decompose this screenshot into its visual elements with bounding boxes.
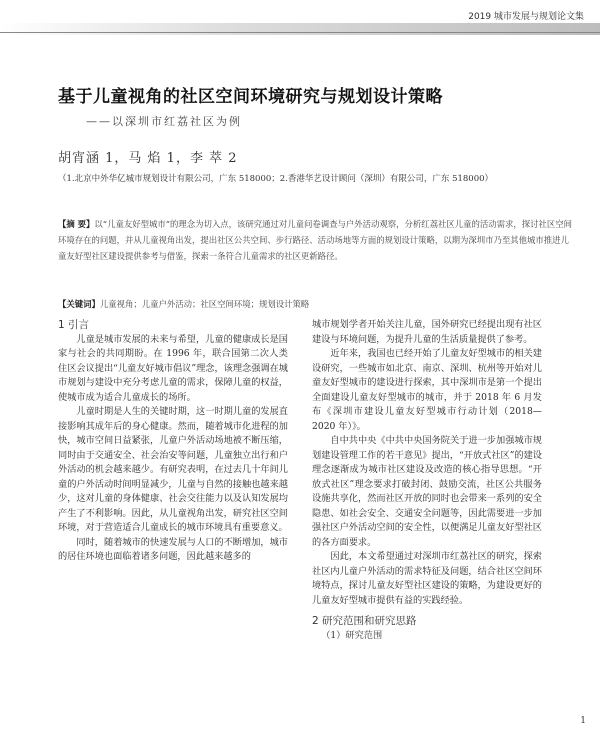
author-affiliation: （1.北京中外华亿城市规划设计有限公司，广东 518000；2.香港华艺设计顾问（深圳）有限公司，广东 518000）: [58, 174, 494, 184]
abstract-label: 【摘 要】: [58, 219, 95, 229]
paragraph: 因此，本文希望通过对深圳市红荔社区的研究，探索社区内儿童户外活动的需求特征及问题，结合社区空间环境特点，探讨儿童友好型社区建设的策略，为建设更好的儿童友好型城市提供有益的实践经验。: [312, 551, 542, 606]
section-heading-scope: 2 研究范围和研究思路: [312, 615, 417, 627]
running-header: 2019 城市发展与规划论文集: [468, 12, 584, 22]
paragraph: 儿童是城市发展的未来与希望，儿童的健康成长是国家与社会的共同期盼。在 1996 年，联合国第二次人类住区会议提出“儿童友好城市倡议”理念，该理念强调在城市规划与建设中充分考虑儿童的需求，保障儿童的权益，使城市成为适合儿童成长的场所。: [58, 333, 288, 403]
body-column-left: [58, 318, 288, 565]
abstract: [58, 216, 576, 264]
paper-subtitle: ——以深圳市红荔社区为例: [86, 115, 242, 128]
section-heading-introduction: 1 引言: [58, 319, 90, 331]
paragraph: 近年来，我国也已经开始了儿童友好型城市的相关建设研究，一些城市如北京、南京、深圳、杭州等开始对儿童友好型城市的建设进行探索，其中深圳市是第一个提出全面建设儿童友好型城市的城市，并于 2018 年 6 月发布《深圳市建设儿童友好型城市行动计划（2018—2020 年）》。: [312, 348, 542, 432]
page-number: 1: [580, 716, 586, 726]
body-column-right: [312, 318, 542, 643]
keywords-text: 儿童视角；儿童户外活动；社区空间环境；规划设计策略: [99, 299, 310, 309]
paragraph: 儿童时期是人生的关键时期，这一时期儿童的发展直接影响其成年后的身心健康。然而，随着城市化进程的加快，城市空间日益紧张，儿童户外活动场地被不断压缩，同时由于交通安全、社会治安等问题，儿童独立出行和户外活动的机会越来越少。有研究表明，在过去几十年间儿童的户外活动时间明显减少，儿童与自然的接触也越来越少，这对儿童的身体健康、社会交往能力以及认知发展均产生了不利影响。因此，从儿童视角出发，研究社区空间环境，对于营造适合儿童成长的城市环境具有重要意义。: [58, 406, 288, 533]
header-rule: [0, 23, 600, 35]
keywords: [58, 298, 576, 310]
paper-title: 基于儿童视角的社区空间环境研究与规划设计策略: [58, 87, 443, 107]
keywords-label: 【关键词】: [58, 299, 100, 309]
author-list: 胡宵涵 1，马 焰 1，李 萃 2: [58, 151, 238, 166]
paragraph: 同时，随着城市的快速发展与人口的不断增加，城市的居住环境也面临着诸多问题，因此越来越多的: [58, 536, 288, 562]
subsection-heading-scope: （1）研究范围: [321, 629, 383, 641]
paragraph: 城市规划学者开始关注儿童，国外研究已经提出现有社区建设与环境问题，为提升儿童的生活质量提供了参考。: [312, 319, 542, 345]
abstract-text: 以“儿童友好型城市”的理念为切入点，该研究通过对儿童问卷调查与户外活动观察，分析红荔社区儿童的活动需求，探讨社区空间环境存在的问题，并从儿童视角出发，提出社区公共空间、步行路径、活动场地等方面的规划设计策略，以期为深圳市乃至其他城市推进儿童友好型社区建设提供参考与借鉴，探索一条符合儿童需求的社区更新路径。: [58, 219, 572, 261]
paragraph: 自中共中央《中共中央国务院关于进一步加强城市规划建设管理工作的若干意见》提出，“开放式社区”的建设理念逐渐成为城市社区建设及改造的核心指导思想。“开放式社区”理念要求打破封闭、鼓励交流，社区公共服务设施共享化，然而社区开放的同时也会带来一系列的安全隐患、如社会安全、交通安全问题等，因此需要进一步加强社区户外活动空间的安全性，以便满足儿童友好型社区的各方面要求。: [312, 435, 542, 548]
